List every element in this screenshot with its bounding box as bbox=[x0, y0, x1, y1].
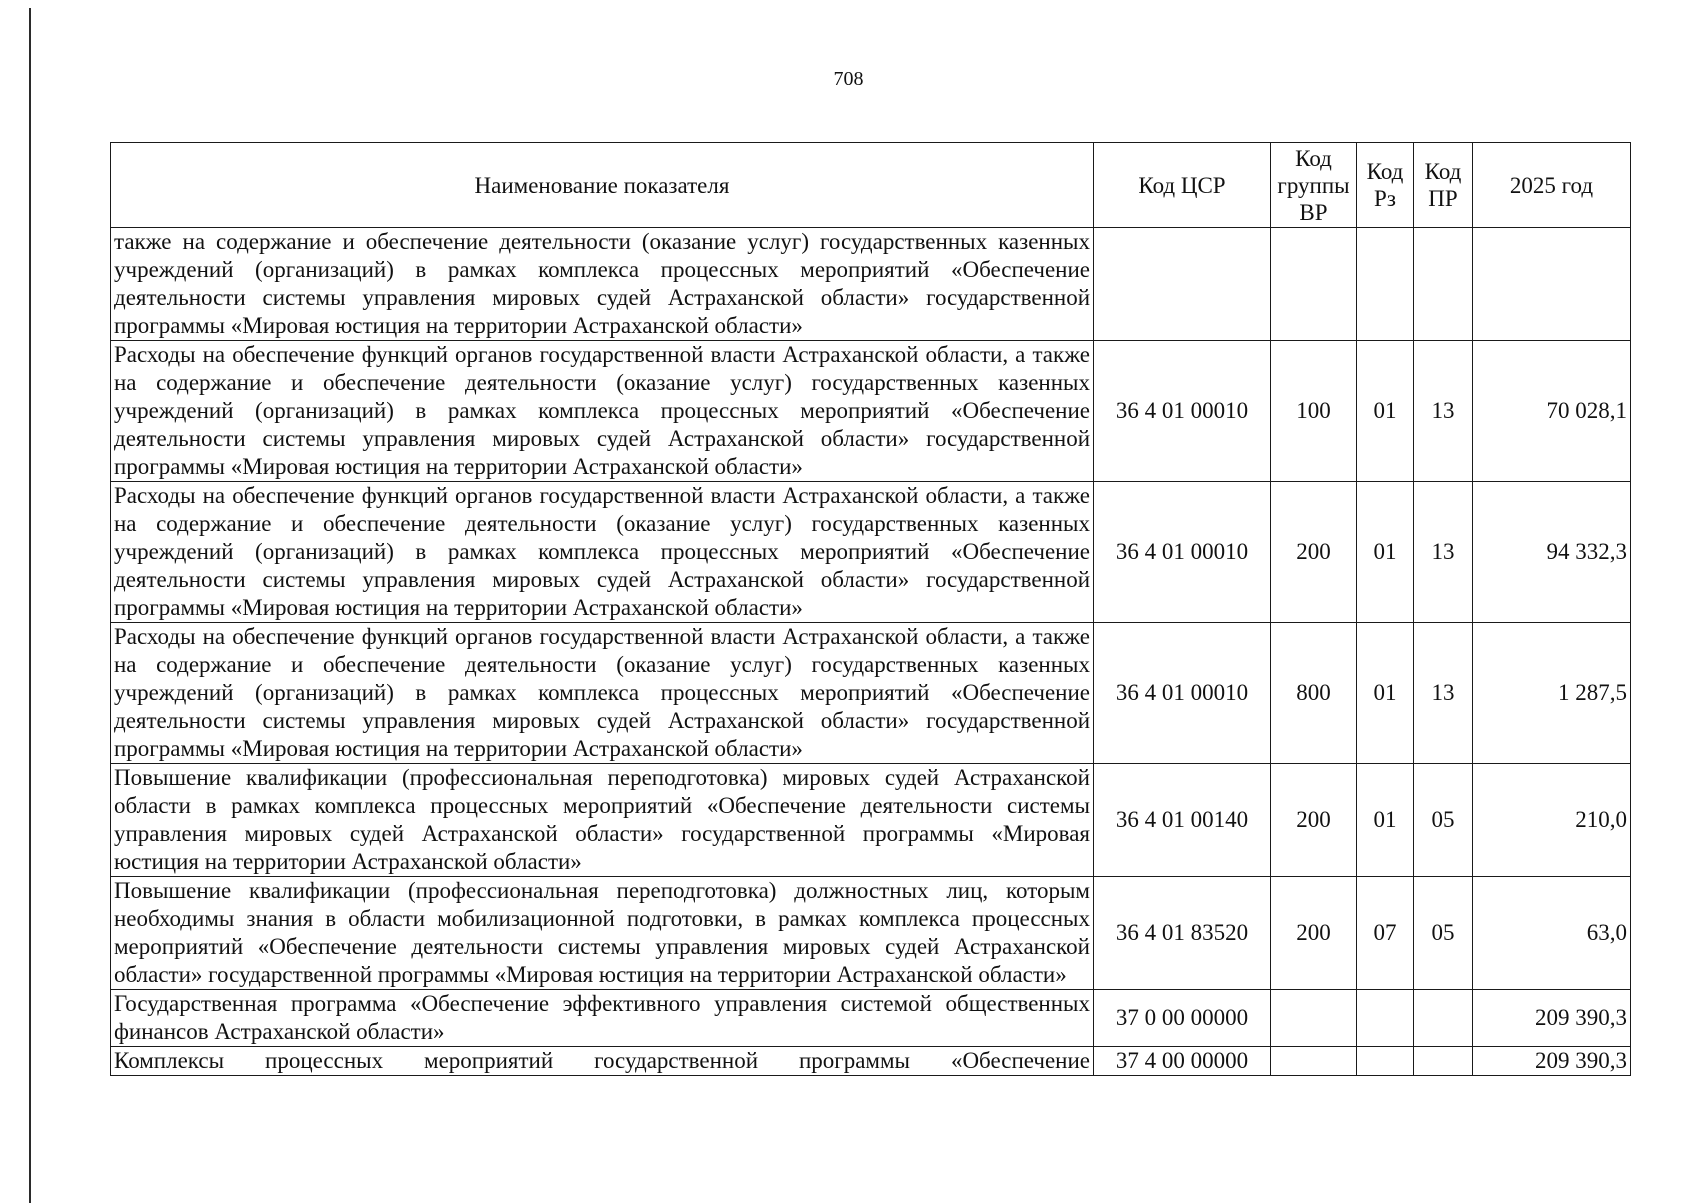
row-pr-code bbox=[1414, 990, 1473, 1047]
row-name: Комплексы процессных мероприятий государственной программы «Обеспечение bbox=[111, 1047, 1094, 1076]
header-rz-code: Код Рз bbox=[1357, 143, 1414, 228]
row-csr-code: 37 4 00 00000 bbox=[1094, 1047, 1271, 1076]
table-row bbox=[111, 990, 1631, 1047]
row-amount: 209 390,3 bbox=[1473, 1047, 1631, 1076]
row-amount: 63,0 bbox=[1473, 877, 1631, 990]
row-pr-code: 13 bbox=[1414, 623, 1473, 764]
row-rz-code: 01 bbox=[1357, 341, 1414, 482]
row-rz-code bbox=[1357, 228, 1414, 341]
row-amount: 70 028,1 bbox=[1473, 341, 1631, 482]
row-pr-code: 05 bbox=[1414, 877, 1473, 990]
row-amount: 94 332,3 bbox=[1473, 482, 1631, 623]
row-vr-code bbox=[1271, 990, 1357, 1047]
row-vr-code: 100 bbox=[1271, 341, 1357, 482]
table-row bbox=[111, 228, 1631, 341]
row-pr-code bbox=[1414, 1047, 1473, 1076]
row-vr-code: 800 bbox=[1271, 623, 1357, 764]
table-row bbox=[111, 1047, 1631, 1076]
row-name: также на содержание и обеспечение деятельности (оказание услуг) государственных казенных учреждений (организаций) в рамках комплекса процессных мероприятий «Обеспечение деятельности системы управления мировых судей Астраханской области» государственной программы «Мировая юстиция на территории Астраханской области» bbox=[111, 228, 1094, 341]
budget-table bbox=[110, 142, 1631, 1076]
row-csr-code: 36 4 01 00010 bbox=[1094, 482, 1271, 623]
row-name: Государственная программа «Обеспечение эффективного управления системой общественных финансов Астраханской области» bbox=[111, 990, 1094, 1047]
header-year-2025: 2025 год bbox=[1473, 143, 1631, 228]
header-name: Наименование показателя bbox=[111, 143, 1094, 228]
table-row bbox=[111, 482, 1631, 623]
row-name: Повышение квалификации (профессиональная переподготовка) мировых судей Астраханской области в рамках комплекса процессных мероприятий «Обеспечение деятельности системы управления мировых судей Астраханской области» государственной программы «Мировая юстиция на территории Астраханской области» bbox=[111, 764, 1094, 877]
row-rz-code: 01 bbox=[1357, 623, 1414, 764]
row-vr-code: 200 bbox=[1271, 482, 1357, 623]
scan-edge-line bbox=[29, 8, 31, 1203]
row-pr-code: 13 bbox=[1414, 482, 1473, 623]
row-csr-code: 36 4 01 00140 bbox=[1094, 764, 1271, 877]
row-csr-code: 36 4 01 00010 bbox=[1094, 341, 1271, 482]
row-amount: 209 390,3 bbox=[1473, 990, 1631, 1047]
row-rz-code bbox=[1357, 990, 1414, 1047]
row-vr-code bbox=[1271, 228, 1357, 341]
header-csr-code: Код ЦСР bbox=[1094, 143, 1271, 228]
header-pr-code: Код ПР bbox=[1414, 143, 1473, 228]
page-number: 708 bbox=[833, 68, 864, 90]
row-rz-code: 01 bbox=[1357, 764, 1414, 877]
row-rz-code bbox=[1357, 1047, 1414, 1076]
row-amount bbox=[1473, 228, 1631, 341]
table-row bbox=[111, 877, 1631, 990]
row-pr-code: 05 bbox=[1414, 764, 1473, 877]
row-csr-code: 37 0 00 00000 bbox=[1094, 990, 1271, 1047]
row-csr-code bbox=[1094, 228, 1271, 341]
table-row bbox=[111, 764, 1631, 877]
row-csr-code: 36 4 01 83520 bbox=[1094, 877, 1271, 990]
table-row bbox=[111, 341, 1631, 482]
table-row bbox=[111, 623, 1631, 764]
row-name: Повышение квалификации (профессиональная переподготовка) должностных лиц, которым необходимы знания в области мобилизационной подготовки, в рамках комплекса процессных мероприятий «Обеспечение деятельности системы управления мировых судей Астраханской области» государственной программы «Мировая юстиция на территории Астраханской области» bbox=[111, 877, 1094, 990]
row-vr-code: 200 bbox=[1271, 764, 1357, 877]
row-pr-code: 13 bbox=[1414, 341, 1473, 482]
row-name: Расходы на обеспечение функций органов государственной власти Астраханской области, а также на содержание и обеспечение деятельности (оказание услуг) государственных казенных учреждений (организаций) в рамках комплекса процессных мероприятий «Обеспечение деятельности системы управления мировых судей Астраханской области» государственной программы «Мировая юстиция на территории Астраханской области» bbox=[111, 482, 1094, 623]
row-name: Расходы на обеспечение функций органов государственной власти Астраханской области, а также на содержание и обеспечение деятельности (оказание услуг) государственных казенных учреждений (организаций) в рамках комплекса процессных мероприятий «Обеспечение деятельности системы управления мировых судей Астраханской области» государственной программы «Мировая юстиция на территории Астраханской области» bbox=[111, 341, 1094, 482]
row-amount: 1 287,5 bbox=[1473, 623, 1631, 764]
row-vr-code bbox=[1271, 1047, 1357, 1076]
table-header-row bbox=[111, 143, 1631, 228]
row-rz-code: 01 bbox=[1357, 482, 1414, 623]
row-vr-code: 200 bbox=[1271, 877, 1357, 990]
row-amount: 210,0 bbox=[1473, 764, 1631, 877]
row-name: Расходы на обеспечение функций органов государственной власти Астраханской области, а также на содержание и обеспечение деятельности (оказание услуг) государственных казенных учреждений (организаций) в рамках комплекса процессных мероприятий «Обеспечение деятельности системы управления мировых судей Астраханской области» государственной программы «Мировая юстиция на территории Астраханской области» bbox=[111, 623, 1094, 764]
row-rz-code: 07 bbox=[1357, 877, 1414, 990]
header-vr-code: Код группы ВР bbox=[1271, 143, 1357, 228]
row-csr-code: 36 4 01 00010 bbox=[1094, 623, 1271, 764]
row-pr-code bbox=[1414, 228, 1473, 341]
